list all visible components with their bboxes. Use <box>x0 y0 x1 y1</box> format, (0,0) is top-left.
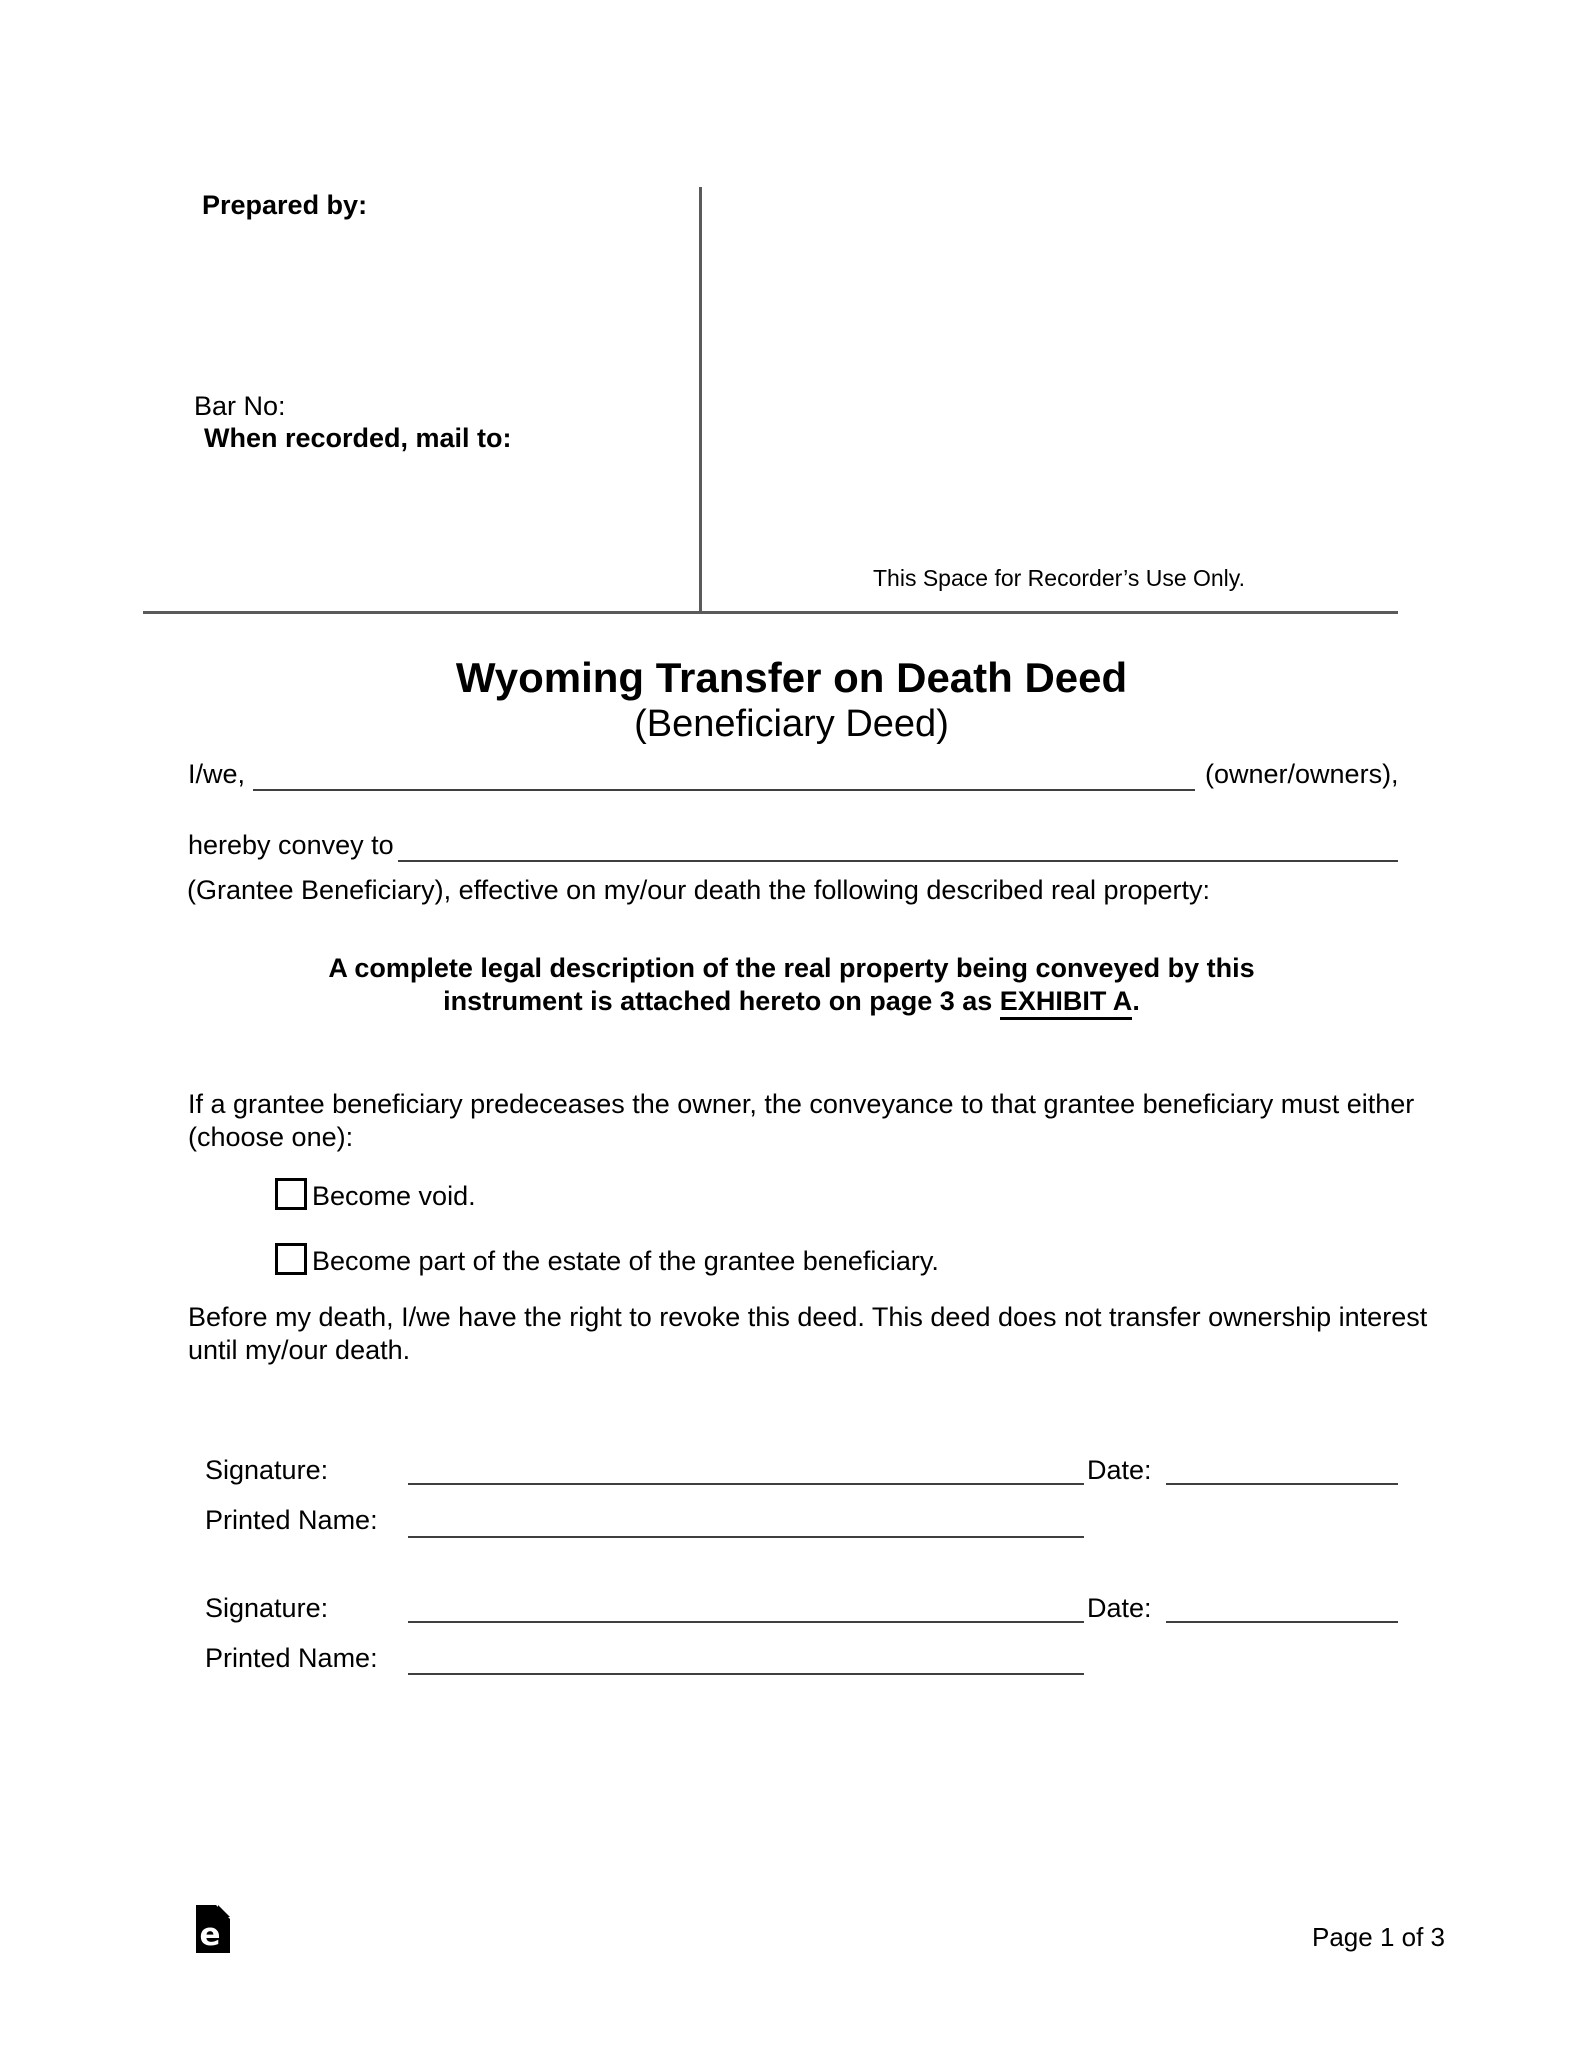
printed-name-1-label: Printed Name: <box>205 1505 378 1535</box>
checkbox-estate-of-beneficiary[interactable] <box>275 1243 307 1275</box>
printed-name-2-label: Printed Name: <box>205 1643 378 1673</box>
legal-description-line2 <box>0 985 1583 1017</box>
page-subtitle: (Beneficiary Deed) <box>634 703 949 745</box>
owner-names-blank[interactable] <box>253 789 1195 791</box>
legal-description-line2-prefix: instrument is attached hereto on page 3 as <box>443 986 1000 1016</box>
owners-suffix: (owner/owners), <box>1205 759 1399 789</box>
revocation-line2: until my/our death. <box>188 1335 411 1365</box>
revocation-line1: Before my death, I/we have the right to revoke this deed. This deed does not transfer ownership interest <box>188 1302 1428 1332</box>
signature-1-label: Signature: <box>205 1455 329 1485</box>
page-title: Wyoming Transfer on Death Deed <box>455 654 1128 701</box>
checkbox-become-void[interactable] <box>275 1178 307 1210</box>
exhibit-a-reference: EXHIBIT A <box>1000 986 1133 1020</box>
printed-name-2-blank[interactable] <box>408 1673 1084 1675</box>
signature-1-blank[interactable] <box>408 1483 1084 1485</box>
eforms-logo <box>196 1905 230 1958</box>
checkbox-estate-of-beneficiary-label: Become part of the estate of the grantee beneficiary. <box>312 1246 939 1276</box>
predecease-line2: (choose one): <box>188 1122 354 1152</box>
recorder-horizontal-divider <box>143 611 1398 614</box>
page-indicator: Page 1 of 3 <box>1312 1922 1445 1952</box>
convey-label: hereby convey to <box>188 830 394 860</box>
date-2-label: Date: <box>1087 1593 1152 1623</box>
date-2-blank[interactable] <box>1166 1621 1398 1623</box>
recorder-note: This Space for Recorder’s Use Only. <box>873 565 1245 591</box>
grantee-beneficiary-blank[interactable] <box>398 860 1398 862</box>
signature-2-label: Signature: <box>205 1593 329 1623</box>
logo-letter: e <box>199 1917 221 1953</box>
predecease-line1: If a grantee beneficiary predeceases the owner, the conveyance to that grantee beneficiary must either <box>188 1089 1415 1119</box>
legal-description-line1: A complete legal description of the real property being conveyed by this <box>328 953 1255 983</box>
recorder-vertical-divider <box>699 187 702 613</box>
document-page-icon <box>196 1905 230 1953</box>
signature-2-blank[interactable] <box>408 1621 1084 1623</box>
grantee-effective-text: (Grantee Beneficiary), effective on my/our death the following described real property: <box>187 875 1211 905</box>
checkbox-become-void-label: Become void. <box>312 1181 476 1211</box>
prepared-by-label: Prepared by: <box>202 190 368 220</box>
date-1-blank[interactable] <box>1166 1483 1398 1485</box>
legal-description-line2-suffix: . <box>1132 986 1140 1016</box>
iwe-label: I/we, <box>188 759 246 789</box>
mail-to-label: When recorded, mail to: <box>204 423 512 453</box>
bar-no-label: Bar No: <box>194 391 286 421</box>
printed-name-1-blank[interactable] <box>408 1536 1084 1538</box>
date-1-label: Date: <box>1087 1455 1152 1485</box>
